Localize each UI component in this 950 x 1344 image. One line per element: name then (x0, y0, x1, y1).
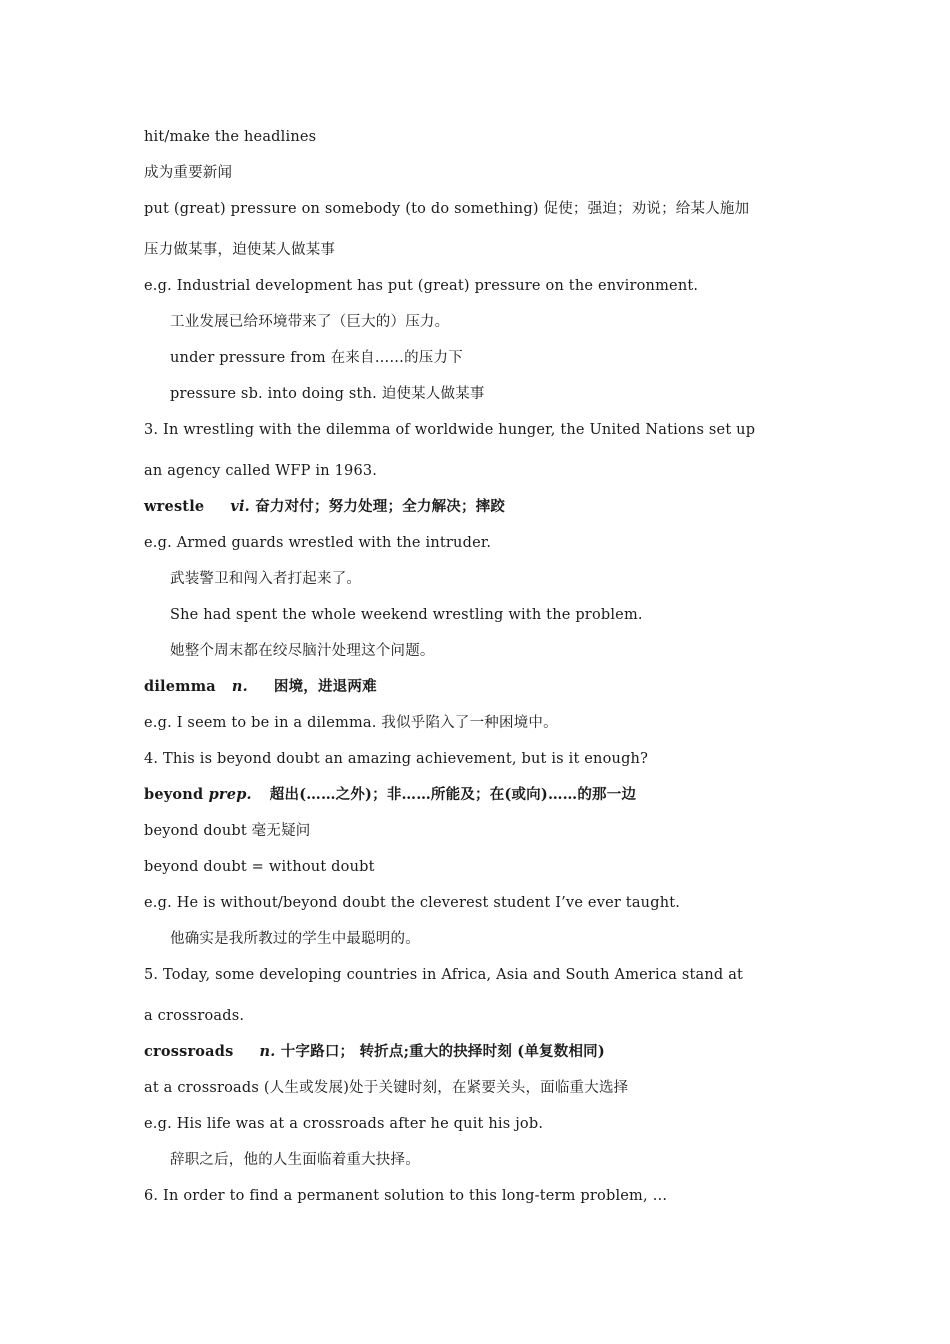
sentence-5-continued: a crossroads. (144, 1008, 245, 1024)
example-armed-guards-translation: 武装警卫和闯入者打起来了。 (170, 571, 362, 587)
phrase-under-pressure: under pressure from 在来自……的压力下 (170, 350, 463, 366)
phrase-pressure-into: pressure sb. into doing sth. 迫使某人做某事 (170, 386, 485, 402)
sentence-3-continued: an agency called WFP in 1963. (144, 463, 378, 479)
phrase-put-pressure: put (great) pressure on somebody (to do something) 促使；强迫；劝说；给某人施加 (144, 201, 750, 217)
translation-headlines: 成为重要新闻 (144, 165, 233, 181)
vocab-crossroads (144, 1042, 605, 1062)
example-cleverest-student: e.g. He is without/beyond doubt the cleverest student I’ve ever taught. (144, 895, 681, 911)
example-armed-guards: e.g. Armed guards wrestled with the intruder. (144, 535, 492, 551)
part-of-speech: prep. (208, 786, 252, 803)
phrase-at-a-crossroads: at a crossroads (人生或发展)处于关键时刻，在紧要关头，面临重大选择 (144, 1080, 629, 1096)
vocab-wrestle (144, 497, 505, 517)
example-quit-job: e.g. His life was at a crossroads after he quit his job. (144, 1116, 544, 1132)
example-weekend-translation: 她整个周末都在绞尽脑汁处理这个问题。 (170, 643, 435, 659)
phrase-beyond-doubt: beyond doubt 毫无疑问 (144, 823, 311, 839)
example-quit-job-translation: 辞职之后，他的人生面临着重大抉择。 (170, 1152, 420, 1168)
part-of-speech: n. (259, 1043, 276, 1060)
part-of-speech: n. (231, 678, 248, 695)
sentence-4: 4. This is beyond doubt an amazing achievement, but is it enough? (144, 751, 649, 767)
phrase-put-pressure-continued: 压力做某事，迫使某人做某事 (144, 242, 336, 258)
vocab-dilemma (144, 677, 377, 697)
vocab-beyond (144, 785, 636, 805)
vocab-definition: 十字路口； 转折点;重大的抉择时刻 (单复数相同) (280, 1043, 605, 1060)
phrase-beyond-doubt-equals: beyond doubt = without doubt (144, 859, 375, 875)
vocab-word: beyond (144, 786, 204, 803)
example-weekend-problem: She had spent the whole weekend wrestling with the problem. (170, 607, 643, 623)
example-industrial-development: e.g. Industrial development has put (great) pressure on the environment. (144, 278, 699, 294)
sentence-5: 5. Today, some developing countries in Africa, Asia and South America stand at (144, 967, 744, 983)
sentence-6: 6. In order to find a permanent solution to this long-term problem, … (144, 1188, 668, 1204)
vocab-definition: 困境，进退两难 (273, 678, 377, 695)
phrase-hit-make-headlines: hit/make the headlines (144, 129, 317, 145)
vocab-definition: 超出(……之外)；非……所能及；在(或向)……的那一边 (269, 786, 637, 803)
sentence-3: 3. In wrestling with the dilemma of worldwide hunger, the United Nations set up (144, 422, 756, 438)
vocab-word: wrestle (144, 498, 205, 515)
vocab-definition: 奋力对付；努力处理；全力解决；摔跤 (255, 498, 506, 515)
example-industrial-translation: 工业发展已给环境带来了（巨大的）压力。 (170, 314, 450, 330)
part-of-speech: vi. (230, 498, 250, 515)
example-cleverest-translation: 他确实是我所教过的学生中最聪明的。 (170, 931, 420, 947)
vocab-word: crossroads (144, 1043, 234, 1060)
vocab-word: dilemma (144, 678, 216, 695)
example-dilemma: e.g. I seem to be in a dilemma. 我似乎陷入了一种困境中。 (144, 715, 558, 731)
